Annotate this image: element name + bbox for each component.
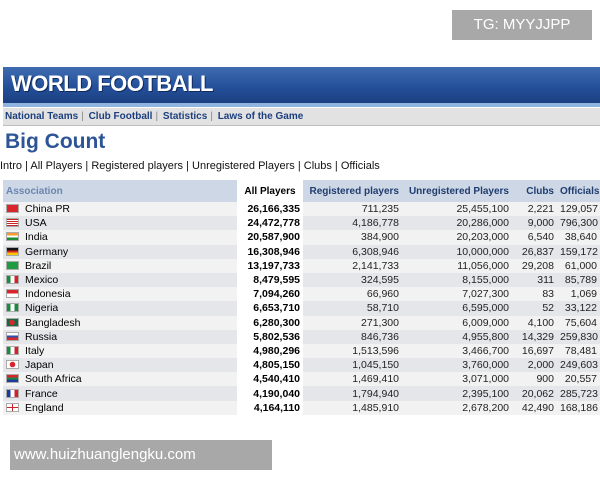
cell-unregistered-players: 7,027,300 [402, 287, 512, 301]
cell-association[interactable] [3, 273, 237, 287]
cell-clubs: 2,000 [512, 358, 557, 372]
cell-officials: 38,640 [557, 230, 600, 244]
cell-unregistered-players: 3,466,700 [402, 344, 512, 358]
site-banner [3, 67, 600, 103]
china-flag-icon [6, 204, 19, 213]
cell-registered-players: 384,900 [303, 230, 402, 244]
cell-registered-players: 2,141,733 [303, 259, 402, 273]
table-row [3, 330, 600, 344]
france-flag-icon [6, 389, 19, 398]
cell-clubs: 900 [512, 372, 557, 386]
cell-registered-players: 1,485,910 [303, 401, 402, 415]
nav-separator: | [155, 111, 159, 122]
cell-officials: 259,830 [557, 330, 600, 344]
country-name[interactable]: France [25, 387, 58, 400]
nav-statistics[interactable]: Statistics [162, 111, 208, 122]
cell-registered-players: 846,736 [303, 330, 402, 344]
big-count-table [3, 180, 600, 415]
cell-all-players: 4,164,110 [237, 401, 303, 415]
cell-clubs: 83 [512, 287, 557, 301]
country-name[interactable]: Mexico [25, 274, 59, 287]
table-row [3, 259, 600, 273]
table-row [3, 287, 600, 301]
country-name[interactable]: Indonesia [25, 288, 71, 301]
cell-all-players: 6,280,300 [237, 316, 303, 330]
cell-clubs: 14,329 [512, 330, 557, 344]
country-name[interactable]: Brazil [25, 259, 52, 272]
usa-flag-icon [6, 218, 19, 227]
cell-registered-players: 58,710 [303, 301, 402, 315]
cell-unregistered-players: 2,678,200 [402, 401, 512, 415]
cell-all-players: 4,540,410 [237, 372, 303, 386]
cell-registered-players: 1,513,596 [303, 344, 402, 358]
cell-officials: 20,557 [557, 372, 600, 386]
cell-registered-players: 711,235 [303, 202, 402, 216]
cell-clubs: 6,540 [512, 230, 557, 244]
cell-unregistered-players: 25,455,100 [402, 202, 512, 216]
nav-club-football[interactable]: Club Football [88, 111, 153, 122]
cell-all-players: 16,308,946 [237, 245, 303, 259]
nav-separator: | [210, 111, 213, 122]
cell-association[interactable] [3, 216, 237, 230]
table-row [3, 358, 600, 372]
site-logo-title[interactable]: WORLD FOOTBALL [11, 71, 213, 96]
cell-association[interactable] [3, 202, 237, 216]
italy-flag-icon [6, 346, 19, 355]
header-association[interactable]: Association [3, 180, 237, 202]
cell-clubs: 20,062 [512, 386, 557, 400]
cell-officials: 85,789 [557, 273, 600, 287]
cell-clubs: 9,000 [512, 216, 557, 230]
header-all-players[interactable]: All Players [237, 180, 303, 202]
cell-officials: 168,186 [557, 401, 600, 415]
cell-association[interactable] [3, 301, 237, 315]
cell-clubs: 29,208 [512, 259, 557, 273]
cell-unregistered-players: 11,056,000 [402, 259, 512, 273]
cell-officials: 159,172 [557, 245, 600, 259]
cell-all-players: 4,190,040 [237, 386, 303, 400]
cell-clubs: 42,490 [512, 401, 557, 415]
sublink-unregistered-players[interactable]: Unregistered Players [192, 160, 295, 172]
cell-association[interactable] [3, 401, 237, 415]
country-name[interactable]: Germany [25, 245, 69, 258]
cell-registered-players: 6,308,946 [303, 245, 402, 259]
cell-all-players: 4,805,150 [237, 358, 303, 372]
table-row [3, 372, 600, 386]
cell-clubs: 16,697 [512, 344, 557, 358]
england-flag-icon [6, 403, 19, 412]
table-row [3, 273, 600, 287]
country-name[interactable]: Nigeria [25, 302, 59, 315]
cell-registered-players: 1,469,410 [303, 372, 402, 386]
indonesia-flag-icon [6, 289, 19, 298]
nav-laws-of-the-game[interactable]: Laws of the Game [217, 111, 304, 122]
country-name[interactable]: Italy [25, 344, 45, 357]
sublink-registered-players[interactable]: Registered players [91, 160, 184, 172]
watermark-top: TG: MYYJJPP [452, 10, 592, 40]
cell-registered-players: 1,045,150 [303, 358, 402, 372]
cell-association[interactable] [3, 344, 237, 358]
nigeria-flag-icon [6, 303, 19, 312]
table-row [3, 344, 600, 358]
cell-clubs: 26,837 [512, 245, 557, 259]
cell-all-players: 7,094,260 [237, 287, 303, 301]
table-row [3, 316, 600, 330]
cell-unregistered-players: 20,203,000 [402, 230, 512, 244]
table-row [3, 245, 600, 259]
india-flag-icon [6, 232, 19, 241]
cell-clubs: 2,221 [512, 202, 557, 216]
table-row [3, 202, 600, 216]
sublink-all-players[interactable]: All Players [30, 160, 83, 172]
cell-clubs: 311 [512, 273, 557, 287]
header-clubs[interactable]: Clubs [512, 180, 557, 202]
mexico-flag-icon [6, 275, 19, 284]
cell-unregistered-players: 6,009,000 [402, 316, 512, 330]
sublink-officials[interactable]: Officials [340, 160, 380, 172]
south-africa-flag-icon [6, 374, 19, 383]
country-name[interactable]: India [25, 231, 48, 244]
cell-unregistered-players: 2,395,100 [402, 386, 512, 400]
nav-national-teams[interactable]: National Teams [5, 111, 79, 122]
table-row [3, 401, 600, 415]
cell-association[interactable] [3, 245, 237, 259]
cell-officials: 78,481 [557, 344, 600, 358]
cell-officials: 249,603 [557, 358, 600, 372]
watermark-bottom: www.huizhuanglengku.com [10, 440, 272, 470]
country-name[interactable]: England [25, 401, 64, 414]
cell-association[interactable] [3, 287, 237, 301]
cell-officials: 129,057 [557, 202, 600, 216]
country-name[interactable]: China PR [25, 203, 70, 216]
cell-unregistered-players: 4,955,800 [402, 330, 512, 344]
cell-registered-players: 66,960 [303, 287, 402, 301]
cell-officials: 285,723 [557, 386, 600, 400]
cell-officials: 1,069 [557, 287, 600, 301]
cell-all-players: 8,479,595 [237, 273, 303, 287]
cell-all-players: 6,653,710 [237, 301, 303, 315]
cell-unregistered-players: 6,595,000 [402, 301, 512, 315]
country-name[interactable]: Russia [25, 330, 58, 343]
country-name[interactable]: USA [25, 217, 47, 230]
page-title: Big Count [5, 130, 106, 153]
cell-officials: 796,300 [557, 216, 600, 230]
cell-registered-players: 1,794,940 [303, 386, 402, 400]
nav-separator: | [81, 111, 84, 122]
cell-registered-players: 324,595 [303, 273, 402, 287]
cell-unregistered-players: 10,000,000 [402, 245, 512, 259]
header-registered-players[interactable]: Registered players [303, 180, 402, 202]
cell-association[interactable] [3, 330, 237, 344]
cell-clubs: 4,100 [512, 316, 557, 330]
cell-officials: 33,122 [557, 301, 600, 315]
header-officials[interactable]: Officials [557, 180, 600, 202]
sublink-intro[interactable]: Intro [0, 160, 23, 172]
russia-flag-icon [6, 332, 19, 341]
cell-unregistered-players: 3,760,000 [402, 358, 512, 372]
cell-clubs: 52 [512, 301, 557, 315]
cell-association[interactable] [3, 230, 237, 244]
country-name[interactable]: Japan [25, 359, 54, 372]
table-row [3, 216, 600, 230]
cell-association[interactable] [3, 259, 237, 273]
cell-association[interactable] [3, 372, 237, 386]
sub-navigation: Intro | All Players | Registered players | Unregistered Players | Clubs | Officials [0, 160, 380, 172]
cell-all-players: 4,980,296 [237, 344, 303, 358]
cell-all-players: 26,166,335 [237, 202, 303, 216]
cell-officials: 61,000 [557, 259, 600, 273]
cell-association[interactable] [3, 316, 237, 330]
table-row [3, 230, 600, 244]
brazil-flag-icon [6, 261, 19, 270]
cell-unregistered-players: 20,286,000 [402, 216, 512, 230]
cell-registered-players: 4,186,778 [303, 216, 402, 230]
country-name[interactable]: South Africa [25, 373, 82, 386]
cell-registered-players: 271,300 [303, 316, 402, 330]
cell-all-players: 5,802,536 [237, 330, 303, 344]
banner-stripe [3, 103, 600, 107]
cell-all-players: 13,197,733 [237, 259, 303, 273]
sublink-clubs[interactable]: Clubs [303, 160, 332, 172]
cell-unregistered-players: 3,071,000 [402, 372, 512, 386]
cell-officials: 75,604 [557, 316, 600, 330]
japan-flag-icon [6, 360, 19, 369]
main-nav [3, 108, 600, 126]
table-row [3, 386, 600, 400]
cell-all-players: 24,472,778 [237, 216, 303, 230]
bangladesh-flag-icon [6, 318, 19, 327]
cell-association[interactable] [3, 386, 237, 400]
germany-flag-icon [6, 247, 19, 256]
cell-association[interactable] [3, 358, 237, 372]
table-header-row [3, 180, 600, 202]
header-unregistered-players[interactable]: Unregistered Players [402, 180, 512, 202]
country-name[interactable]: Bangladesh [25, 316, 81, 329]
cell-unregistered-players: 8,155,000 [402, 273, 512, 287]
cell-all-players: 20,587,900 [237, 230, 303, 244]
table-row [3, 301, 600, 315]
